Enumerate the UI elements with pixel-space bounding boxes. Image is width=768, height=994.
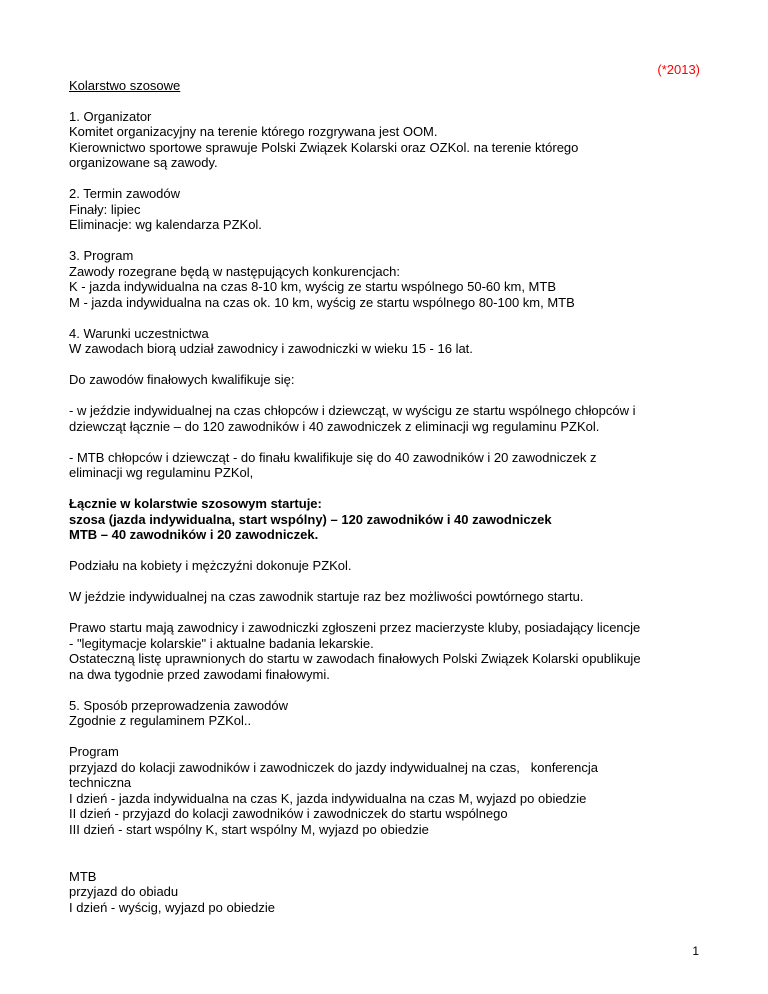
annotation-year: (*2013) xyxy=(657,62,700,77)
text-line: przyjazd do kolacji zawodników i zawodniczek do jazdy indywidualnej na czas, konferencja xyxy=(69,759,598,775)
paragraph-pojedynczy-start xyxy=(69,589,700,605)
paragraph-podzial xyxy=(69,558,700,574)
section-warunki xyxy=(69,326,700,357)
text-line: III dzień - start wspólny K, start wspólny M, wyjazd po obiedzie xyxy=(69,821,429,837)
section-organizer-heading: 1. Organizator xyxy=(69,108,152,124)
text-line: techniczna xyxy=(69,775,132,790)
text-line: Komitet organizacyjny na terenie którego rozgrywana jest OOM. xyxy=(69,124,438,139)
text-line: - MTB chłopców i dziewcząt - do finału kwalifikuje się do 40 zawodników i 20 zawodniczek z xyxy=(69,449,597,465)
text-line: K - jazda indywidualna na czas 8-10 km, wyścig ze startu wspólnego 50-60 km, MTB xyxy=(69,279,556,294)
text-line: I dzień - wyścig, wyjazd po obiedzie xyxy=(69,899,275,915)
paragraph-kwalifikacja-mtb xyxy=(69,450,700,481)
text-line: organizowane są zawody. xyxy=(69,155,218,170)
text-line: W jeździe indywidualnej na czas zawodnik startuje raz bez możliwości powtórnego startu. xyxy=(69,589,584,604)
text-line: eliminacji wg regulaminu PZKol, xyxy=(69,465,254,480)
section-sposob xyxy=(69,698,700,729)
section-harmonogram-mtb xyxy=(69,869,700,916)
section-program-heading: 3. Program xyxy=(69,248,134,263)
text-line: Eliminacje: wg kalendarza PZKol. xyxy=(69,217,262,232)
text-line: Do zawodów finałowych kwalifikuje się: xyxy=(69,372,295,387)
text-line: dziewcząt łącznie – do 120 zawodników i 40 zawodniczek z eliminacji wg regulaminu PZKol. xyxy=(69,418,600,434)
text-line: przyjazd do obiadu xyxy=(69,884,179,899)
text-line: Kierownictwo sportowe sprawuje Polski Związek Kolarski oraz OZKol. na terenie którego xyxy=(69,139,579,155)
section-termin xyxy=(69,186,700,233)
paragraph-lacznie xyxy=(69,496,700,543)
text-line: II dzień - przyjazd do kolacji zawodników i zawodniczek do startu wspólnego xyxy=(69,806,508,821)
lacznie-heading: Łącznie w kolarstwie szosowym startuje: xyxy=(69,496,322,511)
text-line: W zawodach biorą udział zawodnicy i zawodniczki w wieku 15 - 16 lat. xyxy=(69,341,473,356)
text-line: Podziału na kobiety i mężczyźni dokonuje PZKol. xyxy=(69,558,352,573)
text-line: MTB – 40 zawodników i 20 zawodniczek. xyxy=(69,527,319,542)
text-line: - "legitymacje kolarskie" i aktualne badania lekarskie. xyxy=(69,635,374,651)
text-line: M - jazda indywidualna na czas ok. 10 km, wyścig ze startu wspólnego 80-100 km, MTB xyxy=(69,294,575,310)
text-line: Ostateczną listę uprawnionych do startu w zawodach finałowych Polski Związek Kolarski opublikuje xyxy=(69,651,641,666)
text-line: - w jeździe indywidualnej na czas chłopców i dziewcząt, w wyścigu ze startu wspólnego chłopców i xyxy=(69,403,636,418)
page-number: 1 xyxy=(692,944,699,958)
paragraph-kwalifikacja-intro xyxy=(69,372,700,388)
text-line: I dzień - jazda indywidualna na czas K, jazda indywidualna na czas M, wyjazd po obiedzie xyxy=(69,790,587,806)
section-harmonogram-szosa xyxy=(69,744,700,837)
section-organizer xyxy=(69,109,700,171)
section-program xyxy=(69,248,700,310)
text-line: na dwa tygodnie przed zawodami finałowymi. xyxy=(69,666,330,682)
text-line: Prawo startu mają zawodnicy i zawodniczki zgłoszeni przez macierzyste kluby, posiadający licencje xyxy=(69,620,641,635)
document-title: Kolarstwo szosowe xyxy=(69,77,181,93)
section-warunki-heading: 4. Warunki uczestnictwa xyxy=(69,325,209,341)
paragraph-kwalifikacja-szosa xyxy=(69,403,700,434)
paragraph-licencje xyxy=(69,620,700,682)
text-line: szosa (jazda indywidualna, start wspólny) – 120 zawodników i 40 zawodniczek xyxy=(69,511,552,527)
text-line: Finały: lipiec xyxy=(69,201,141,217)
text-line: Zawody rozegrane będą w następujących konkurencjach: xyxy=(69,263,400,279)
section-sposob-heading: 5. Sposób przeprowadzenia zawodów xyxy=(69,697,288,713)
text-line: Zgodnie z regulaminem PZKol.. xyxy=(69,713,252,728)
section-termin-heading: 2. Termin zawodów xyxy=(69,186,181,201)
harmonogram-szosa-heading: Program xyxy=(69,744,119,759)
harmonogram-mtb-heading: MTB xyxy=(69,868,97,884)
